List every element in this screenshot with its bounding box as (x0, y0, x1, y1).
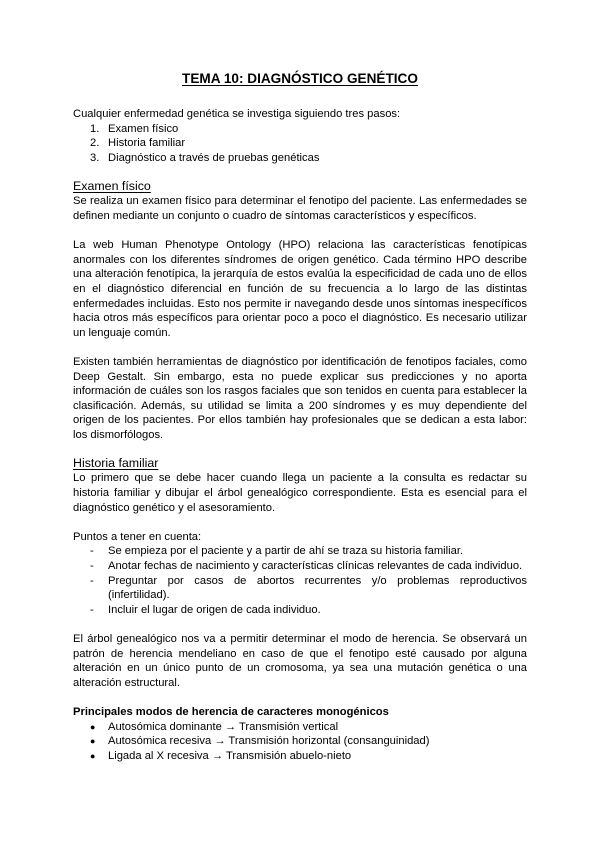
modes-heading: Principales modos de herencia de caracteres monogénicos (73, 705, 389, 718)
paragraph: El árbol genealógico nos va a permitir determinar el modo de herencia. Se observará un patrón de herencia mendeliano en caso de que el fenotipo esté causado por alguna alteración en un único punto de un cromosoma, ya sea una mutación genética o una alteración estructural. (73, 633, 527, 689)
list-item (73, 544, 527, 559)
list-item (73, 720, 527, 735)
modes-list (73, 720, 527, 764)
bullet-icon: ● (90, 750, 96, 761)
list-item-text: Anotar fechas de nacimiento y características clínicas relevantes de cada individuo. (108, 560, 523, 573)
dash-marker: - (90, 545, 94, 558)
dash-marker: - (90, 560, 94, 573)
list-number: 1. (90, 122, 100, 135)
points-intro: Puntos a tener en cuenta: (73, 530, 202, 543)
paragraph: La web Human Phenotype Ontology (HPO) relaciona las características fenotípicas anormales con los diferentes síndromes de origen genético. Cada término HPO describe una alteración fenotípica, la jerarquía de estos evalúa la especificidad de cada uno de ellos en el diagnóstico diferencial en función de su frecuencia a lo largo de las distintas enfermedades incluidas. Esto nos permite ir navegando desde unos síntomas inespecíficos hacia otros más específicos para orientar poco a poco el diagnóstico. Es necesario utilizar un lenguaje común. (73, 239, 527, 339)
list-item (73, 574, 527, 603)
list-number: 2. (90, 137, 100, 150)
list-item-text: Examen físico (108, 122, 179, 135)
steps-list (73, 122, 527, 166)
list-item (73, 603, 527, 618)
section-heading-examen: Examen físico (73, 179, 151, 194)
list-item (90, 151, 527, 166)
list-item (90, 122, 527, 137)
dash-marker: - (90, 574, 94, 587)
section-heading-historia: Historia familiar (73, 456, 159, 471)
list-item-text: Historia familiar (108, 137, 186, 150)
list-item-text: Diagnóstico a través de pruebas genéticas (108, 151, 320, 164)
bullet-icon: ● (90, 721, 96, 732)
paragraph: Existen también herramientas de diagnóstico por identificación de fenotipos faciales, como Deep Gestalt. Sin embargo, esta no puede explicar sus predicciones y no aporta información de cuáles son los rasgos faciales que son tenidos en cuenta para establecer la clasificación. Además, su utilidad se limita a 200 síndromes y es muy dependiente del origen de los pacientes. Por ellos también hay profesionales que se dedican a esta labor: los dismorfólogos. (73, 355, 527, 441)
bullet-icon: ● (90, 736, 96, 747)
list-item (90, 136, 527, 151)
dash-marker: - (90, 603, 94, 616)
points-list (73, 544, 527, 617)
list-item (73, 734, 527, 749)
paragraph: Lo primero que se debe hacer cuando llega un paciente a la consulta es redactar su historia familiar y dibujar el árbol genealógico correspondiente. Esta es esencial para el diagnóstico genético y el asesoramiento. (73, 472, 527, 514)
page-title: TEMA 10: DIAGNÓSTICO GENÉTICO (182, 71, 418, 86)
list-item-text: Se empieza por el paciente y a partir de ahí se traza su historia familiar. (108, 545, 464, 558)
list-number: 3. (90, 151, 100, 164)
list-item-text: Incluir el lugar de origen de cada individuo. (108, 603, 321, 616)
list-item-text: Autosómica dominante → Transmisión vertical (108, 720, 339, 733)
list-item-text: Ligada al X recesiva → Transmisión abuelo-nieto (108, 749, 352, 762)
list-item (73, 749, 527, 764)
paragraph: Se realiza un examen físico para determinar el fenotipo del paciente. Las enfermedades se definen mediante un conjunto o cuadro de síntomas característicos y específicos. (73, 195, 527, 222)
list-item (73, 559, 527, 574)
intro-text: Cualquier enfermedad genética se investiga siguiendo tres pasos: (73, 108, 401, 120)
list-item-text: Autosómica recesiva → Transmisión horizontal (consanguinidad) (108, 735, 430, 748)
list-item-text: Preguntar por casos de abortos recurrentes y/o problemas reproductivos (infertilidad). (108, 574, 527, 602)
